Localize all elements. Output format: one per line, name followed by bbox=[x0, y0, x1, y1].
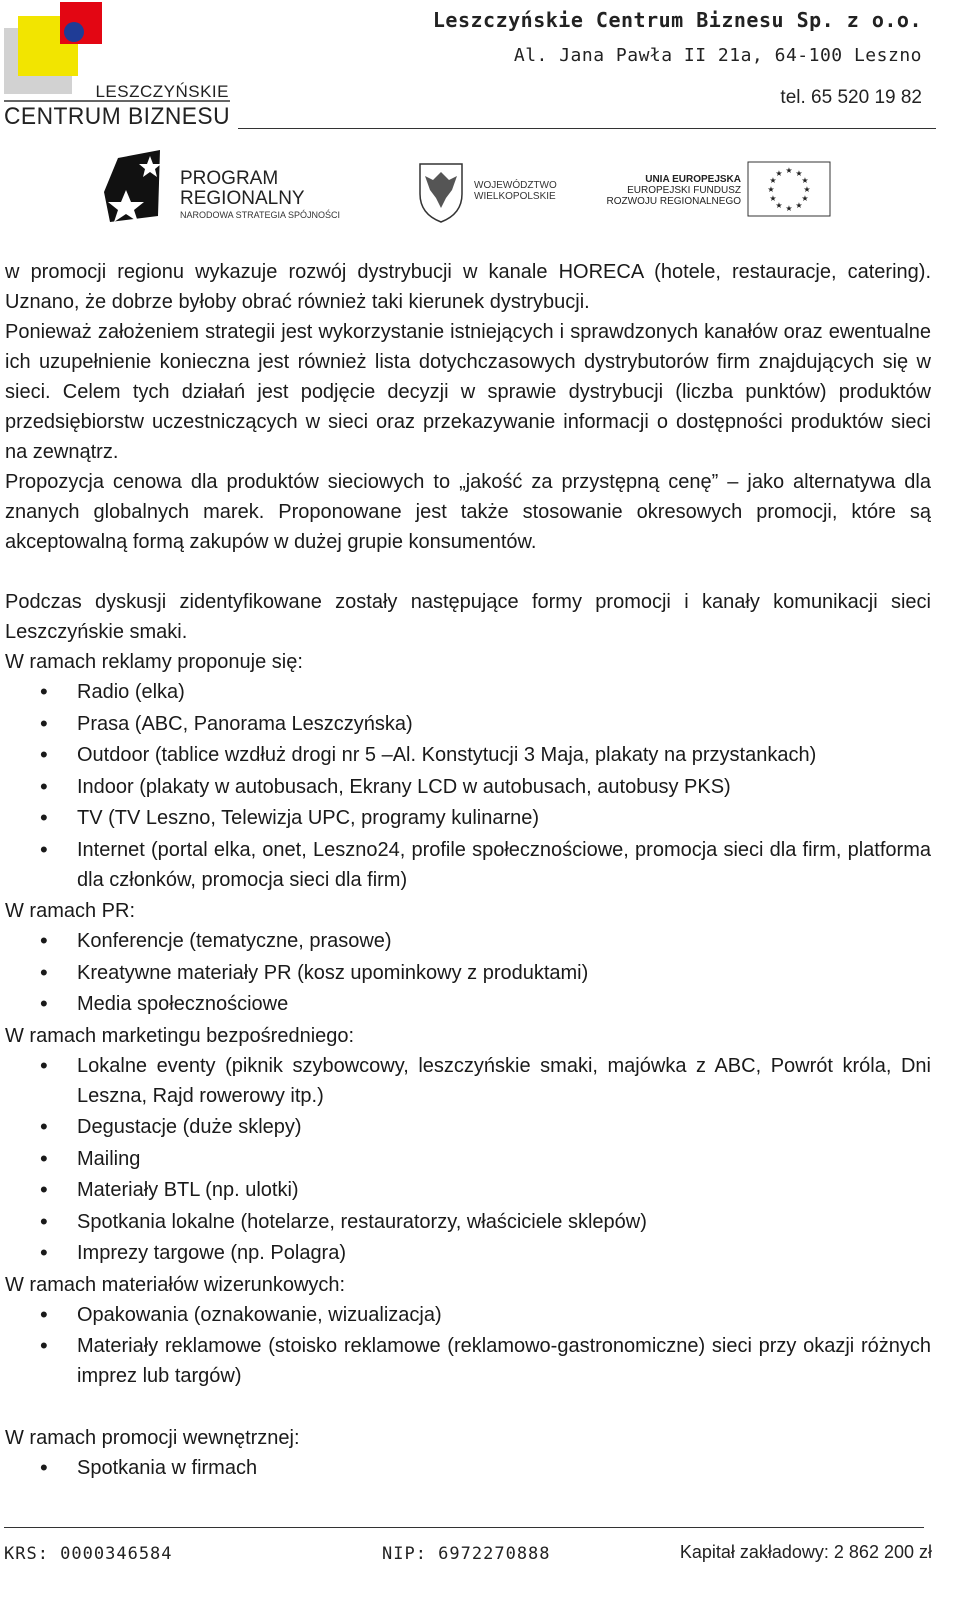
footer-krs: KRS: 0000346584 bbox=[4, 1544, 173, 1564]
program-line3: NARODOWA STRATEGIA SPÓJNOŚCI bbox=[180, 210, 341, 220]
company-info bbox=[433, 4, 922, 116]
paragraph-pricing: Propozycja cenowa dla produktów sieciowych to „jakość za przystępną cenę” – jako alternatywa dla znanych globalnych marek. Proponowane jest także stosowanie okresowych promocji, które są akceptowalną formą zakupów w dużej grupie konsumentów. bbox=[5, 471, 931, 553]
list-item: • Spotkania lokalne (hotelarze, restauratorzy, właściciele sklepów) bbox=[5, 1207, 931, 1237]
list-item: • Kreatywne materiały PR (kosz upominkowy z produktami) bbox=[5, 958, 931, 988]
company-name: Leszczyńskie Centrum Biznesu Sp. z o.o. bbox=[432, 8, 922, 32]
footer-divider bbox=[4, 1527, 924, 1528]
logo-blue-dot bbox=[64, 22, 84, 42]
list-item: • Prasa (ABC, Panorama Leszczyńska) bbox=[5, 709, 931, 739]
logo-text-top: LESZCZYŃSKIE bbox=[95, 82, 229, 101]
heading-advertising: W ramach reklamy proponuje się: bbox=[5, 651, 303, 673]
company-address: Al. Jana Pawła II 21a, 64-100 Leszno bbox=[513, 45, 922, 66]
svg-text:★: ★ bbox=[795, 169, 803, 178]
eagle-crest-icon bbox=[420, 164, 462, 222]
eu-line2: EUROPEJSKI FUNDUSZ bbox=[627, 185, 741, 196]
list-item: • Radio (elka) bbox=[5, 677, 931, 707]
program-line1: PROGRAM bbox=[180, 168, 279, 189]
list-item: • Internet (portal elka, onet, Leszno24, profile społecznościowe, promocja sieci dla firm, platforma dla członków, promocja sieci dla firm) bbox=[5, 835, 931, 895]
footer bbox=[4, 1540, 932, 1570]
document-body bbox=[5, 257, 931, 1484]
svg-text:★: ★ bbox=[775, 201, 783, 210]
list-item: • Materiały reklamowe (stoisko reklamowe (reklamowo-gastronomiczne) sieci przy okazji różnych imprez lub targów) bbox=[5, 1331, 931, 1391]
eu-flag-icon bbox=[748, 162, 830, 216]
spacer bbox=[5, 557, 931, 587]
logo-text-bottom: CENTRUM BIZNESU bbox=[4, 103, 230, 130]
list-item: • TV (TV Leszno, Telewizja UPC, programy kulinarne) bbox=[5, 803, 931, 833]
voivodeship-line2: WIELKOPOLSKIE bbox=[474, 191, 556, 202]
list-internal-promotion bbox=[5, 1453, 931, 1483]
paragraph-strategy: Ponieważ założeniem strategii jest wykorzystanie istniejących i sprawdzonych kanałów oraz ewentualne ich uzupełnienie konieczna jest również lista dotychczasowych dystrybutorów firm znajdujących się w sieci. Celem tych działań jest podjęcie decyzji w sprawie dystrybucji (liczba punktów) produktów przedsiębiorstw uczestniczących w sieci oraz przekazywanie informacji o dostępności produktów sieci na zewnątrz. bbox=[5, 321, 931, 463]
heading-internal-promotion: W ramach promocji wewnętrznej: bbox=[5, 1426, 300, 1449]
eu-fund-logo bbox=[607, 162, 830, 216]
eu-line3: ROZWOJU REGIONALNEGO bbox=[606, 196, 741, 207]
svg-text:★: ★ bbox=[801, 176, 809, 185]
footer-nip: NIP: 6972270888 bbox=[382, 1544, 551, 1564]
svg-text:★: ★ bbox=[769, 194, 777, 203]
heading-image-materials: W ramach materiałów wizerunkowych: bbox=[5, 1273, 346, 1296]
paragraph-discussion: Podczas dyskusji zidentyfikowane zostały następujące formy promocji i kanały komunikacji sieci Leszczyńskie smaki. bbox=[5, 591, 931, 643]
program-line2: REGIONALNY bbox=[180, 188, 305, 209]
company-phone: tel. 65 520 19 82 bbox=[780, 87, 922, 108]
eu-line1: UNIA EUROPEJSKA bbox=[645, 174, 741, 185]
svg-text:★: ★ bbox=[769, 176, 777, 185]
footer-capital: Kapitał zakładowy: 2 862 200 zł bbox=[679, 1542, 932, 1562]
svg-text:★: ★ bbox=[785, 204, 793, 213]
paragraph-horeca: w promocji regionu wykazuje rozwój dystrybucji w kanale HORECA (hotele, restauracje, catering). Uznano, że dobrze byłoby obrać również taki kierunek dystrybucji. bbox=[5, 261, 931, 313]
program-regionalny-logo bbox=[104, 150, 340, 222]
svg-text:★: ★ bbox=[795, 201, 803, 210]
list-item: • Konferencje (tematyczne, prasowe) bbox=[5, 926, 931, 956]
list-item: • Materiały BTL (np. ulotki) bbox=[5, 1175, 931, 1205]
list-item: • Mailing bbox=[5, 1144, 931, 1174]
list-item: • Imprezy targowe (np. Polagra) bbox=[5, 1238, 931, 1268]
spacer bbox=[5, 1393, 931, 1423]
list-item: • Spotkania w firmach bbox=[5, 1453, 931, 1483]
svg-text:★: ★ bbox=[767, 185, 775, 194]
list-item: • Opakowania (oznakowanie, wizualizacja) bbox=[5, 1300, 931, 1330]
list-item: • Lokalne eventy (piknik szybowcowy, leszczyńskie smaki, majówka z ABC, Powrót króla, Dni Leszna, Rajd rowerowy itp.) bbox=[5, 1051, 931, 1111]
svg-text:★: ★ bbox=[775, 169, 783, 178]
list-item: • Indoor (plakaty w autobusach, Ekrany LCD w autobusach, autobusy PKS) bbox=[5, 772, 931, 802]
lcb-logo bbox=[4, 2, 236, 130]
heading-pr: W ramach PR: bbox=[5, 900, 136, 922]
list-advertising bbox=[5, 677, 931, 895]
funding-logos bbox=[0, 138, 960, 230]
svg-text:★: ★ bbox=[803, 185, 811, 194]
list-direct-marketing bbox=[5, 1051, 931, 1269]
header-divider bbox=[238, 128, 936, 129]
svg-text:★: ★ bbox=[801, 194, 809, 203]
star-map-icon bbox=[104, 150, 161, 222]
list-pr bbox=[5, 926, 931, 1019]
list-item: • Degustacje (duże sklepy) bbox=[5, 1112, 931, 1142]
svg-text:★: ★ bbox=[785, 166, 793, 175]
list-item: • Outdoor (tablice wzdłuż drogi nr 5 –Al. Konstytucji 3 Maja, plakaty na przystankach) bbox=[5, 740, 931, 770]
voivodeship-line1: WOJEWÓDZTWO bbox=[474, 180, 557, 191]
heading-direct-marketing: W ramach marketingu bezpośredniego: bbox=[5, 1024, 355, 1047]
list-image-materials bbox=[5, 1300, 931, 1392]
wielkopolskie-logo bbox=[420, 164, 557, 222]
list-item: • Media społecznościowe bbox=[5, 989, 931, 1019]
